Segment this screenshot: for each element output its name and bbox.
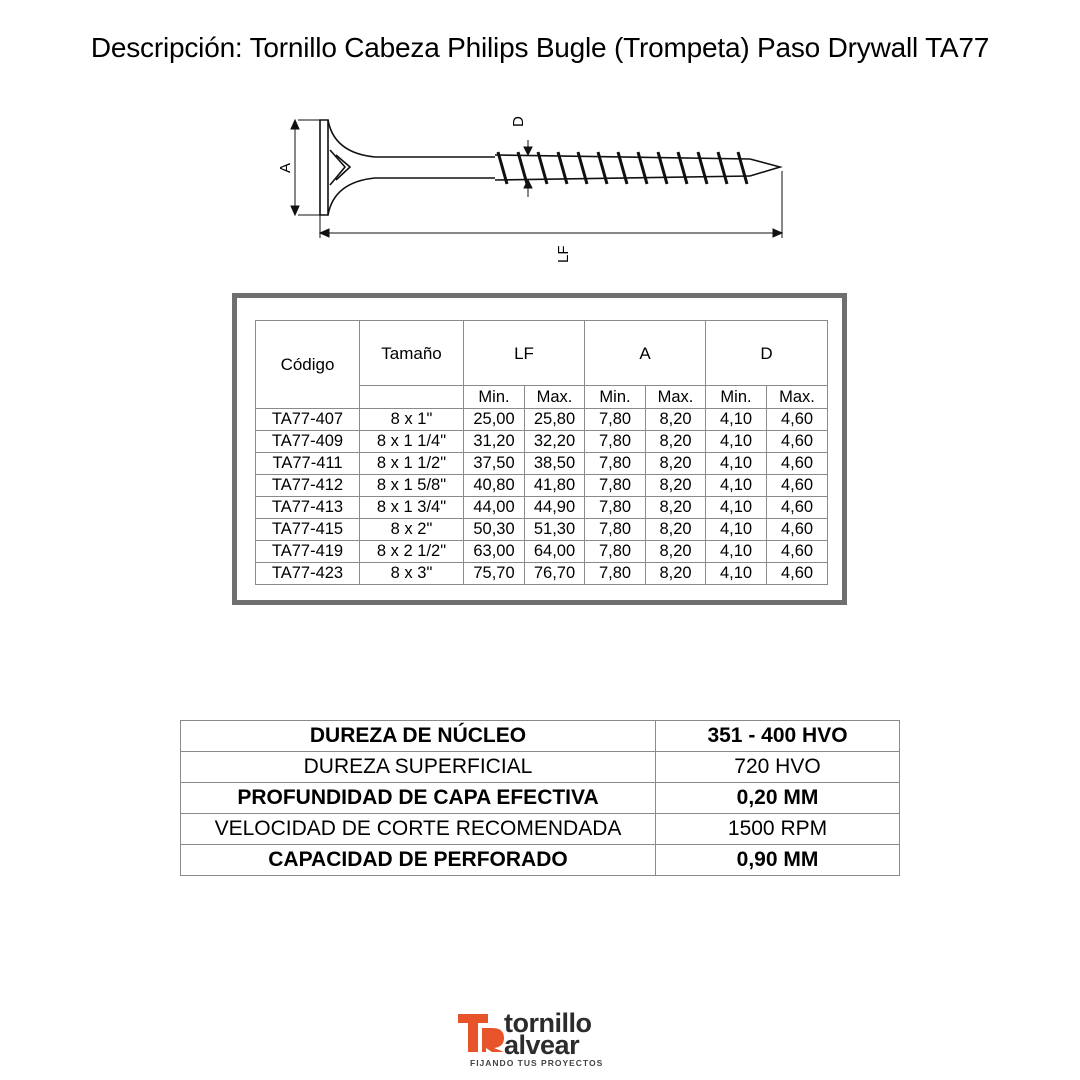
table-cell: 7,80: [585, 497, 646, 519]
property-value: 0,20 MM: [656, 783, 900, 814]
table-cell: 31,20: [464, 431, 525, 453]
table-cell: TA77-411: [256, 453, 360, 475]
table-cell: TA77-415: [256, 519, 360, 541]
table-cell: 4,10: [706, 453, 767, 475]
table-cell: TA77-412: [256, 475, 360, 497]
table-cell: 64,00: [525, 541, 585, 563]
table-cell: TA77-409: [256, 431, 360, 453]
table-cell: TA77-413: [256, 497, 360, 519]
table-row: [256, 541, 828, 563]
table-cell: 4,60: [767, 541, 828, 563]
table-cell: TA77-419: [256, 541, 360, 563]
table-row: [256, 497, 828, 519]
property-label: VELOCIDAD DE CORTE RECOMENDADA: [181, 814, 656, 845]
table-cell: 7,80: [585, 431, 646, 453]
table-cell: 8 x 3": [360, 563, 464, 585]
table-cell: 4,60: [767, 497, 828, 519]
sub-d-max: Max.: [767, 386, 828, 409]
header-a: A: [585, 321, 706, 386]
header-codigo: Código: [256, 321, 360, 409]
header-lf: LF: [464, 321, 585, 386]
table-cell: 4,10: [706, 519, 767, 541]
property-value: 351 - 400 HVO: [656, 721, 900, 752]
property-row: [181, 721, 900, 752]
table-cell: TA77-423: [256, 563, 360, 585]
table-cell: 8,20: [646, 563, 706, 585]
property-label: CAPACIDAD DE PERFORADO: [181, 845, 656, 876]
property-row: [181, 814, 900, 845]
table-cell: 41,80: [525, 475, 585, 497]
table-cell: 40,80: [464, 475, 525, 497]
table-cell: 44,00: [464, 497, 525, 519]
property-value: 1500 RPM: [656, 814, 900, 845]
table-row: [256, 475, 828, 497]
spec-table-frame: [232, 293, 847, 605]
label-lf: LF: [555, 245, 572, 263]
logo-mark-icon: [458, 1014, 506, 1054]
table-cell: 4,60: [767, 431, 828, 453]
property-row: [181, 752, 900, 783]
table-cell: 4,10: [706, 541, 767, 563]
sub-lf-max: Max.: [525, 386, 585, 409]
sub-lf-min: Min.: [464, 386, 525, 409]
table-cell: 8 x 2 1/2": [360, 541, 464, 563]
table-cell: 4,60: [767, 453, 828, 475]
table-cell: 7,80: [585, 409, 646, 431]
label-a: A: [277, 162, 294, 173]
property-value: 720 HVO: [656, 752, 900, 783]
table-cell: 8 x 2": [360, 519, 464, 541]
label-d: D: [510, 116, 527, 127]
table-cell: TA77-407: [256, 409, 360, 431]
property-label: PROFUNDIDAD DE CAPA EFECTIVA: [181, 783, 656, 814]
screw-diagram: [270, 105, 810, 270]
logo-word-alvear: alvear: [504, 1030, 580, 1060]
table-cell: 8 x 1 1/4": [360, 431, 464, 453]
table-row: [256, 453, 828, 475]
table-cell: 44,90: [525, 497, 585, 519]
table-cell: 8,20: [646, 541, 706, 563]
logo-tagline: FIJANDO TUS PROYECTOS: [470, 1058, 604, 1068]
header-d: D: [706, 321, 828, 386]
table-cell: 4,10: [706, 431, 767, 453]
property-row: [181, 783, 900, 814]
logo-word-tornillo: tornillo: [504, 1008, 592, 1038]
property-label: DUREZA DE NÚCLEO: [181, 721, 656, 752]
table-cell: 4,60: [767, 563, 828, 585]
table-cell: 8,20: [646, 497, 706, 519]
table-cell: 38,50: [525, 453, 585, 475]
properties-table: [180, 720, 900, 876]
table-cell: 8,20: [646, 431, 706, 453]
sub-a-min: Min.: [585, 386, 646, 409]
table-row: [256, 519, 828, 541]
table-cell: 8,20: [646, 453, 706, 475]
table-cell: 51,30: [525, 519, 585, 541]
table-cell: 50,30: [464, 519, 525, 541]
sub-a-max: Max.: [646, 386, 706, 409]
table-cell: 8 x 1 1/2": [360, 453, 464, 475]
table-cell: 8,20: [646, 409, 706, 431]
property-row: [181, 845, 900, 876]
table-cell: 4,10: [706, 475, 767, 497]
table-cell: 8,20: [646, 519, 706, 541]
table-cell: 25,80: [525, 409, 585, 431]
table-cell: 4,60: [767, 409, 828, 431]
table-cell: 7,80: [585, 475, 646, 497]
brand-logo: [458, 1008, 628, 1070]
table-cell: 8 x 1 5/8": [360, 475, 464, 497]
table-cell: 25,00: [464, 409, 525, 431]
table-cell: 8,20: [646, 475, 706, 497]
header-tamano: Tamaño: [360, 321, 464, 386]
table-cell: 63,00: [464, 541, 525, 563]
table-cell: 37,50: [464, 453, 525, 475]
table-cell: 4,60: [767, 475, 828, 497]
table-cell: 7,80: [585, 541, 646, 563]
table-cell: 4,10: [706, 563, 767, 585]
spec-table: [255, 320, 828, 585]
table-cell: 8 x 1 3/4": [360, 497, 464, 519]
property-label: DUREZA SUPERFICIAL: [181, 752, 656, 783]
table-cell: 8 x 1": [360, 409, 464, 431]
table-row: [256, 409, 828, 431]
table-cell: 76,70: [525, 563, 585, 585]
page-title: Descripción: Tornillo Cabeza Philips Bugle (Trompeta) Paso Drywall TA77: [90, 32, 990, 63]
table-cell: 7,80: [585, 519, 646, 541]
table-cell: 4,10: [706, 409, 767, 431]
table-cell: 32,20: [525, 431, 585, 453]
header-blank: [360, 386, 464, 409]
table-cell: 4,10: [706, 497, 767, 519]
table-cell: 4,60: [767, 519, 828, 541]
table-cell: 7,80: [585, 453, 646, 475]
table-cell: 7,80: [585, 563, 646, 585]
table-row: [256, 431, 828, 453]
table-cell: 75,70: [464, 563, 525, 585]
property-value: 0,90 MM: [656, 845, 900, 876]
table-row: [256, 563, 828, 585]
sub-d-min: Min.: [706, 386, 767, 409]
